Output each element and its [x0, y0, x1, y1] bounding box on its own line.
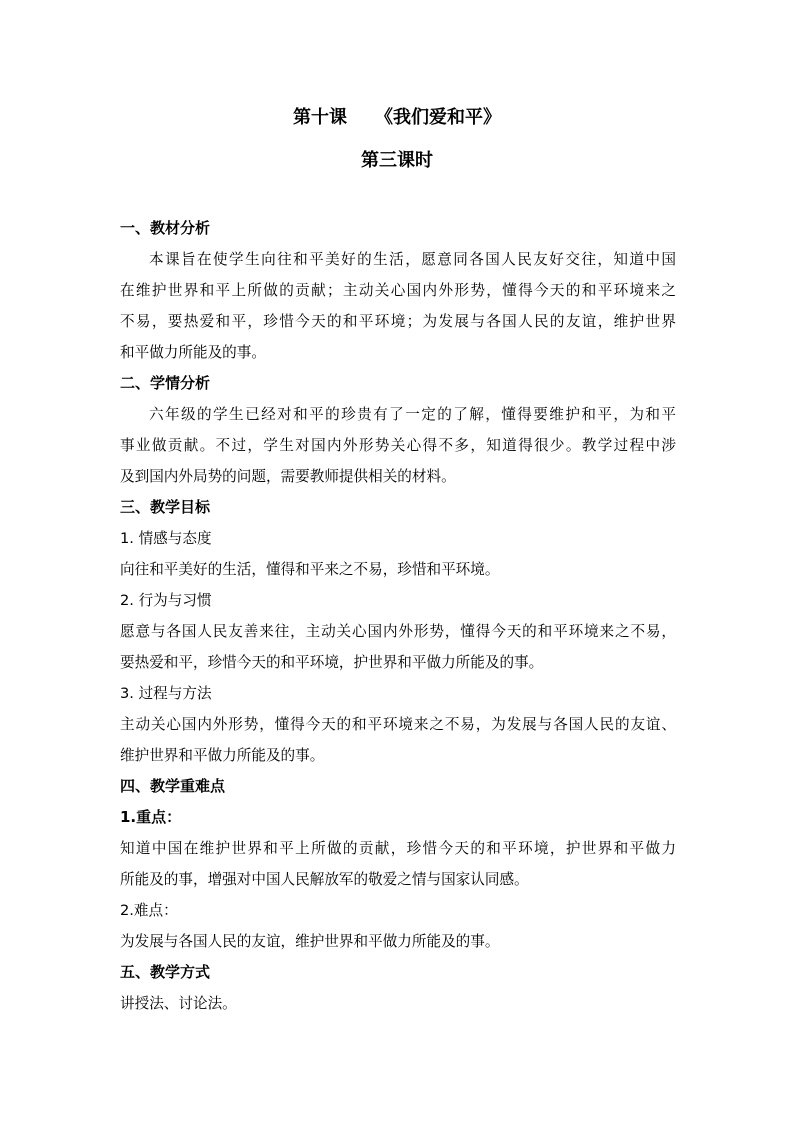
paragraph-line: 向往和平美好的生活，懂得和平来之不易，珍惜和平环境。 [120, 561, 500, 578]
paragraph-line: 及到国内外局势的问题，需要教师提供相关的材料。 [120, 468, 456, 485]
paragraph-line: 不易，要热爱和平，珍惜今天的和平环境；为发展与各国人民的友谊，维护世界 [120, 313, 676, 330]
goal-label-process: 3. 过程与方法 [120, 685, 212, 702]
section-heading-teaching-methods: 五、教学方式 [120, 963, 211, 981]
lesson-period: 第三课时 [361, 150, 433, 171]
lesson-number: 第十课 [293, 107, 347, 128]
paragraph-line: 要热爱和平，珍惜今天的和平环境，护世界和平做力所能及的事。 [120, 654, 544, 671]
key-point-label: 1.重点： [120, 808, 182, 826]
document-title [0, 104, 794, 132]
paragraph-line: 主动关心国内外形势，懂得今天的和平环境来之不易，为发展与各国人民的友谊、 [120, 716, 676, 733]
difficulty-label: 2.难点： [120, 902, 178, 919]
paragraph-line: 在维护世界和平上所做的贡献；主动关心国内外形势，懂得今天的和平环境来之 [120, 282, 676, 299]
paragraph-line: 愿意与各国人民友善来往，主动关心国内外形势，懂得今天的和平环境来之不易， [120, 623, 676, 640]
section-heading-key-points: 四、教学重难点 [120, 777, 226, 795]
lesson-name: 《我们爱和平》 [375, 107, 501, 128]
paragraph-line: 讲授法、讨论法。 [120, 995, 237, 1012]
section-heading-student-analysis: 二、学情分析 [120, 374, 211, 392]
document-body [120, 213, 676, 1019]
paragraph-line: 维护世界和平做力所能及的事。 [120, 747, 325, 764]
paragraph-line: 本课旨在使学生向往和平美好的生活，愿意同各国人民友好交往，知道中国 [149, 251, 676, 268]
paragraph-line: 和平做力所能及的事。 [120, 344, 266, 361]
goal-label-behavior: 2. 行为与习惯 [120, 592, 212, 609]
paragraph-line: 知道中国在维护世界和平上所做的贡献，珍惜今天的和平环境，护世界和平做力 [120, 840, 676, 857]
paragraph-line: 所能及的事，增强对中国人民解放军的敬爱之情与国家认同感。 [120, 871, 529, 888]
section-heading-teaching-goals: 三、教学目标 [120, 498, 211, 516]
section-heading-textbook-analysis: 一、教材分析 [120, 219, 211, 237]
paragraph-line: 六年级的学生已经对和平的珍贵有了一定的了解，懂得要维护和平，为和平 [149, 406, 676, 423]
paragraph-line: 事业做贡献。不过，学生对国内外形势关心得不多，知道得很少。教学过程中涉 [120, 437, 676, 454]
goal-label-emotion: 1. 情感与态度 [120, 530, 212, 547]
paragraph-line: 为发展与各国人民的友谊，维护世界和平做力所能及的事。 [120, 933, 500, 950]
